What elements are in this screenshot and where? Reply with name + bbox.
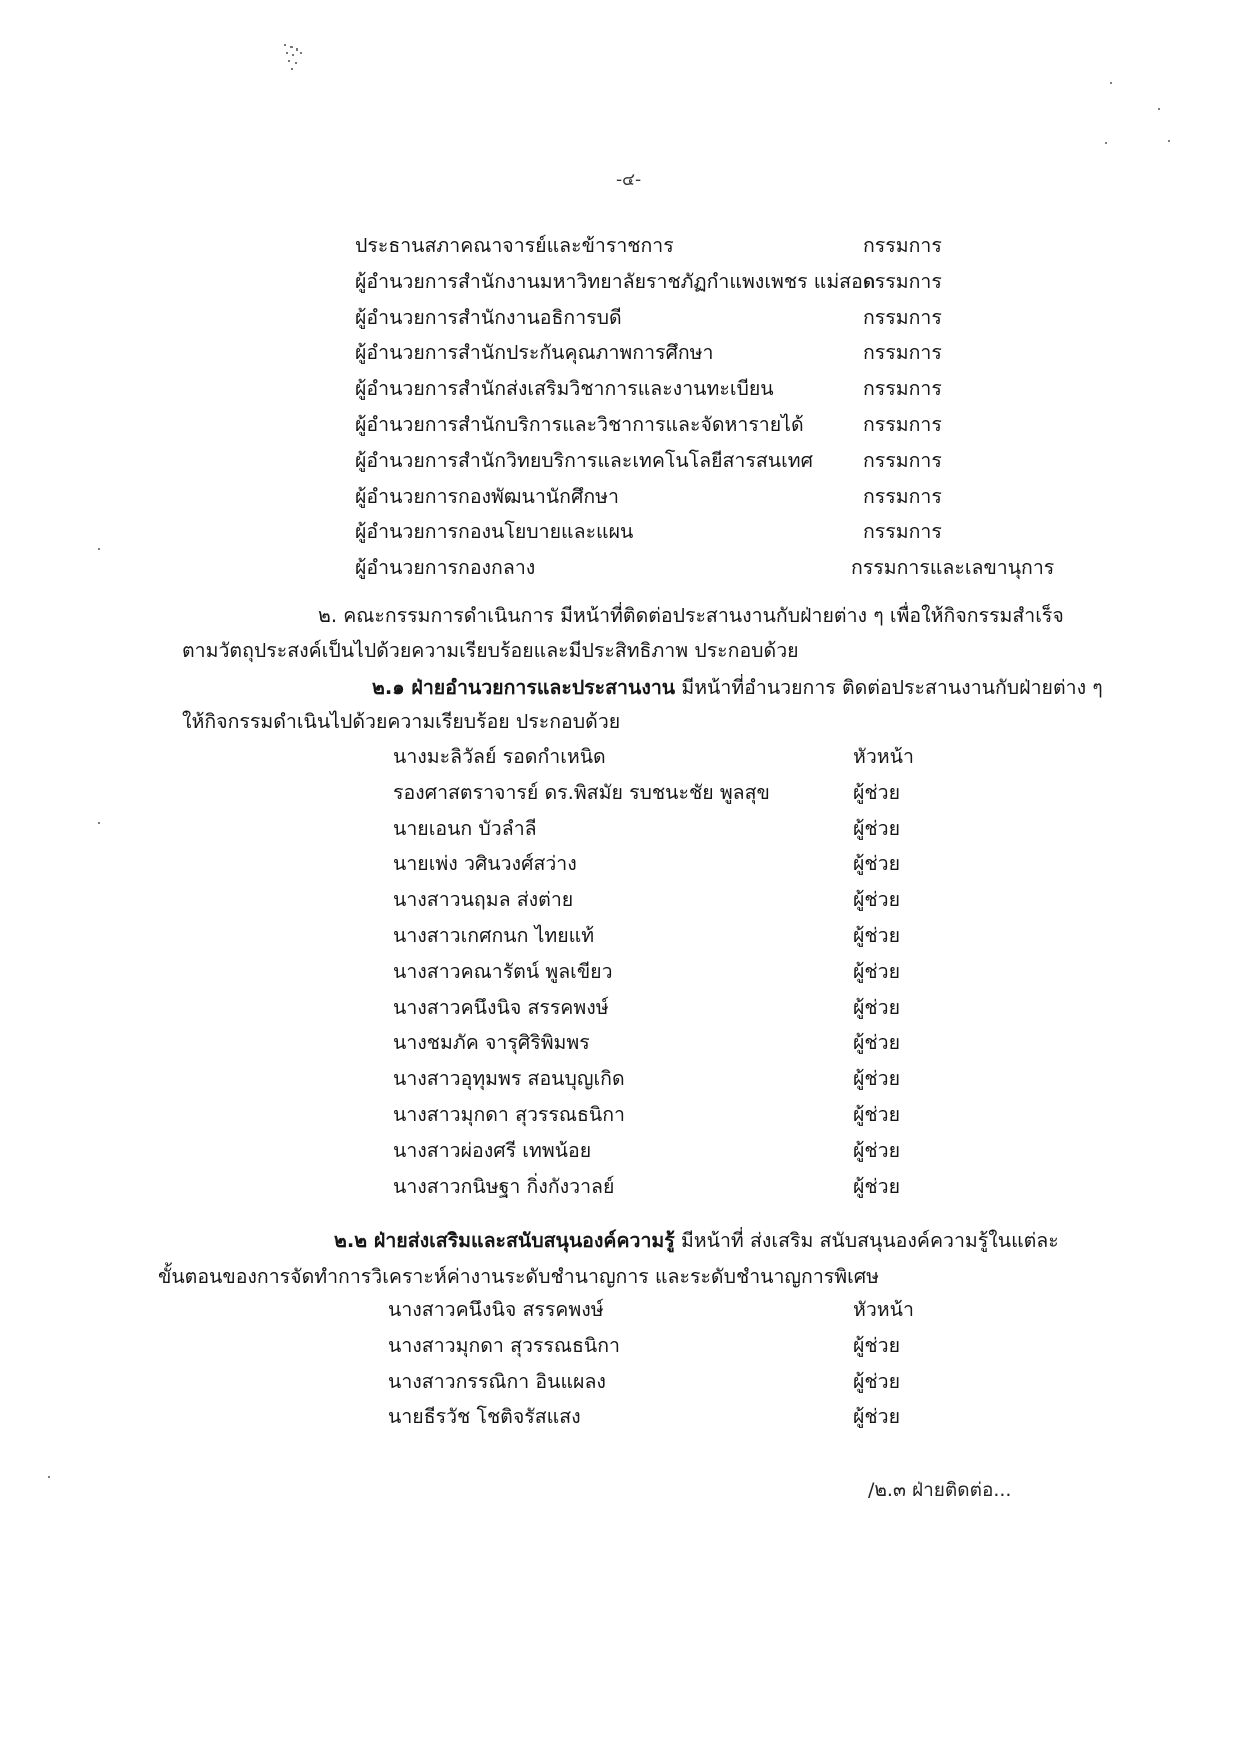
section22-description: มีหน้าที่ ส่งเสริม สนับสนุนองค์ความรู้ในแต่ละ <box>674 1229 1059 1252</box>
list-item <box>393 1097 953 1133</box>
member-position: ผู้อำนวยการสำนักประกันคุณภาพการศึกษา <box>355 341 714 365</box>
member-role: หัวหน้า <box>853 745 914 768</box>
member-position: ผู้อำนวยการสำนักงานมหาวิทยาลัยราชภัฏกำแพงเพชร แม่สอด <box>355 269 876 293</box>
member-role: ผู้ช่วย <box>853 1102 901 1126</box>
section22-paragraph-line2: ขั้นตอนของการจัดทำการวิเคราะห์ค่างานระดับชำนาญการ และระดับชำนาญการพิเศษ <box>158 1265 880 1288</box>
member-position: ผู้อำนวยการสำนักบริการและวิชาการและจัดหารายได้ <box>355 412 804 436</box>
member-role: ผู้ช่วย <box>853 1138 901 1162</box>
member-name: นางสาวมุกดา สุวรรณธนิกา <box>393 1102 625 1126</box>
member-role: ผู้ช่วย <box>853 1405 901 1429</box>
member-role: ผู้ช่วย <box>853 1067 901 1091</box>
list-item <box>388 1292 948 1328</box>
scan-speck <box>98 548 100 550</box>
member-name: นางสาวคนึงนิจ สรรคพงษ์ <box>393 995 609 1019</box>
list-item <box>355 550 1055 586</box>
member-role: กรรมการ <box>863 341 942 365</box>
member-name: นางสาวกรรณิกา อินแผลง <box>388 1369 606 1393</box>
member-name: นางสาวกนิษฐา กิ่งกังวาลย์ <box>393 1174 615 1198</box>
list-item <box>393 882 953 918</box>
member-name: นางชมภัค จารุศิริพิมพร <box>393 1031 590 1055</box>
section21-paragraph-line2: ให้กิจกรรมดำเนินไปด้วยความเรียบร้อย ประกอบด้วย <box>182 710 621 733</box>
list-item <box>355 228 1055 264</box>
list-item <box>355 443 1055 479</box>
member-role: กรรมการ <box>863 520 942 544</box>
member-role: ผู้ช่วย <box>853 923 901 947</box>
member-role: กรรมการ <box>863 377 942 401</box>
list-item <box>393 918 953 954</box>
scan-speck <box>98 822 100 824</box>
list-item <box>393 846 953 882</box>
list-item <box>388 1399 948 1435</box>
member-role: กรรมการ <box>863 448 942 472</box>
member-role: หัวหน้า <box>853 1298 914 1321</box>
member-role: ผู้ช่วย <box>853 1333 901 1357</box>
list-item <box>393 739 953 775</box>
list-item <box>388 1328 948 1364</box>
list-item <box>393 1025 953 1061</box>
list-item <box>393 990 953 1026</box>
member-name: นางมะลิวัลย์ รอดกำเหนิด <box>393 745 606 768</box>
list-item <box>393 811 953 847</box>
member-role: กรรมการ <box>863 305 942 329</box>
member-role: กรรมการ <box>863 484 942 508</box>
member-name: นางสาวเกศกนก ไทยแท้ <box>393 923 595 947</box>
member-name: นางสาวอุทุมพร สอนบุญเกิด <box>393 1067 625 1091</box>
member-name: นายเอนก บัวลำลี <box>393 816 537 840</box>
list-item <box>393 1061 953 1097</box>
member-name: นางสาวผ่องศรี เทพน้อย <box>393 1138 592 1162</box>
member-name: นายเพ่ง วศินวงศ์สว่าง <box>393 852 577 876</box>
list-item <box>355 479 1055 515</box>
list-item <box>355 514 1055 550</box>
member-position: ผู้อำนวยการกองนโยบายและแผน <box>355 520 634 544</box>
member-name: นายธีรวัช โชติจรัสแสง <box>388 1405 581 1429</box>
section2-paragraph-line1: ๒. คณะกรรมการดำเนินการ มีหน้าที่ติดต่อประสานงานกับฝ่ายต่าง ๆ เพื่อให้กิจกรรมสำเร็จ <box>318 604 1064 627</box>
continuation-note: /๒.๓ ฝ่ายติดต่อ... <box>868 1479 1012 1501</box>
list-item <box>355 264 1055 300</box>
section21-member-list <box>393 739 953 1204</box>
member-position: ผู้อำนวยการสำนักส่งเสริมวิชาการและงานทะเบียน <box>355 377 774 401</box>
scan-speck <box>1158 108 1160 110</box>
scan-artifact <box>280 40 310 80</box>
member-role: ผู้ช่วย <box>853 1174 901 1198</box>
member-name: รองศาสตราจารย์ ดร.พิสมัย รบชนะชัย พูลสุข <box>393 780 770 804</box>
member-name: นางสาวมุกดา สุวรรณธนิกา <box>388 1333 620 1357</box>
member-role: ผู้ช่วย <box>853 852 901 876</box>
member-role: กรรมการ <box>863 269 942 293</box>
section2-paragraph-line2: ตามวัตถุประสงค์เป็นไปด้วยความเรียบร้อยและมีประสิทธิภาพ ประกอบด้วย <box>182 639 799 662</box>
scan-speck <box>48 1476 50 1478</box>
section21-paragraph-line1 <box>372 669 1103 707</box>
member-role: ผู้ช่วย <box>853 995 901 1019</box>
member-name: นางสาวคณารัตน์ พูลเขียว <box>393 959 613 983</box>
section22-heading: ๒.๒ ฝ่ายส่งเสริมและสนับสนุนองค์ความรู้ <box>334 1229 675 1252</box>
member-role: ผู้ช่วย <box>853 1031 901 1055</box>
scan-speck <box>1105 142 1107 144</box>
member-position: ผู้อำนวยการกองกลาง <box>355 556 536 580</box>
member-role: กรรมการและเลขานุการ <box>851 556 1055 580</box>
member-position: ผู้อำนวยการสำนักงานอธิการบดี <box>355 305 622 329</box>
member-position: ผู้อำนวยการกองพัฒนานักศึกษา <box>355 484 619 508</box>
scan-speck <box>1110 82 1112 84</box>
list-item <box>355 407 1055 443</box>
member-position: ประธานสภาคณาจารย์และข้าราชการ <box>355 234 674 257</box>
committee-list <box>355 228 1055 586</box>
member-role: ผู้ช่วย <box>853 959 901 983</box>
list-item <box>355 300 1055 336</box>
list-item <box>393 1169 953 1205</box>
member-name: นางสาวนฤมล ส่งต่าย <box>393 888 574 912</box>
scan-speck <box>1168 140 1170 142</box>
member-role: ผู้ช่วย <box>853 1369 901 1393</box>
list-item <box>393 775 953 811</box>
member-role: ผู้ช่วย <box>853 816 901 840</box>
member-role: ผู้ช่วย <box>853 888 901 912</box>
list-item <box>388 1364 948 1400</box>
member-role: ผู้ช่วย <box>853 780 901 804</box>
member-position: ผู้อำนวยการสำนักวิทยบริการและเทคโนโลยีสารสนเทศ <box>355 448 813 472</box>
page-number: -๔- <box>616 170 642 190</box>
list-item <box>393 1133 953 1169</box>
section21-heading: ๒.๑ ฝ่ายอำนวยการและประสานงาน <box>372 676 676 699</box>
member-name: นางสาวคนึงนิจ สรรคพงษ์ <box>388 1298 604 1321</box>
list-item <box>355 371 1055 407</box>
member-role: กรรมการ <box>863 234 942 257</box>
section22-member-list <box>388 1292 948 1435</box>
list-item <box>355 335 1055 371</box>
section22-paragraph-line1 <box>334 1222 1059 1260</box>
list-item <box>393 954 953 990</box>
section21-description: มีหน้าที่อำนวยการ ติดต่อประสานงานกับฝ่ายต่าง ๆ <box>675 676 1103 699</box>
member-role: กรรมการ <box>863 412 942 436</box>
